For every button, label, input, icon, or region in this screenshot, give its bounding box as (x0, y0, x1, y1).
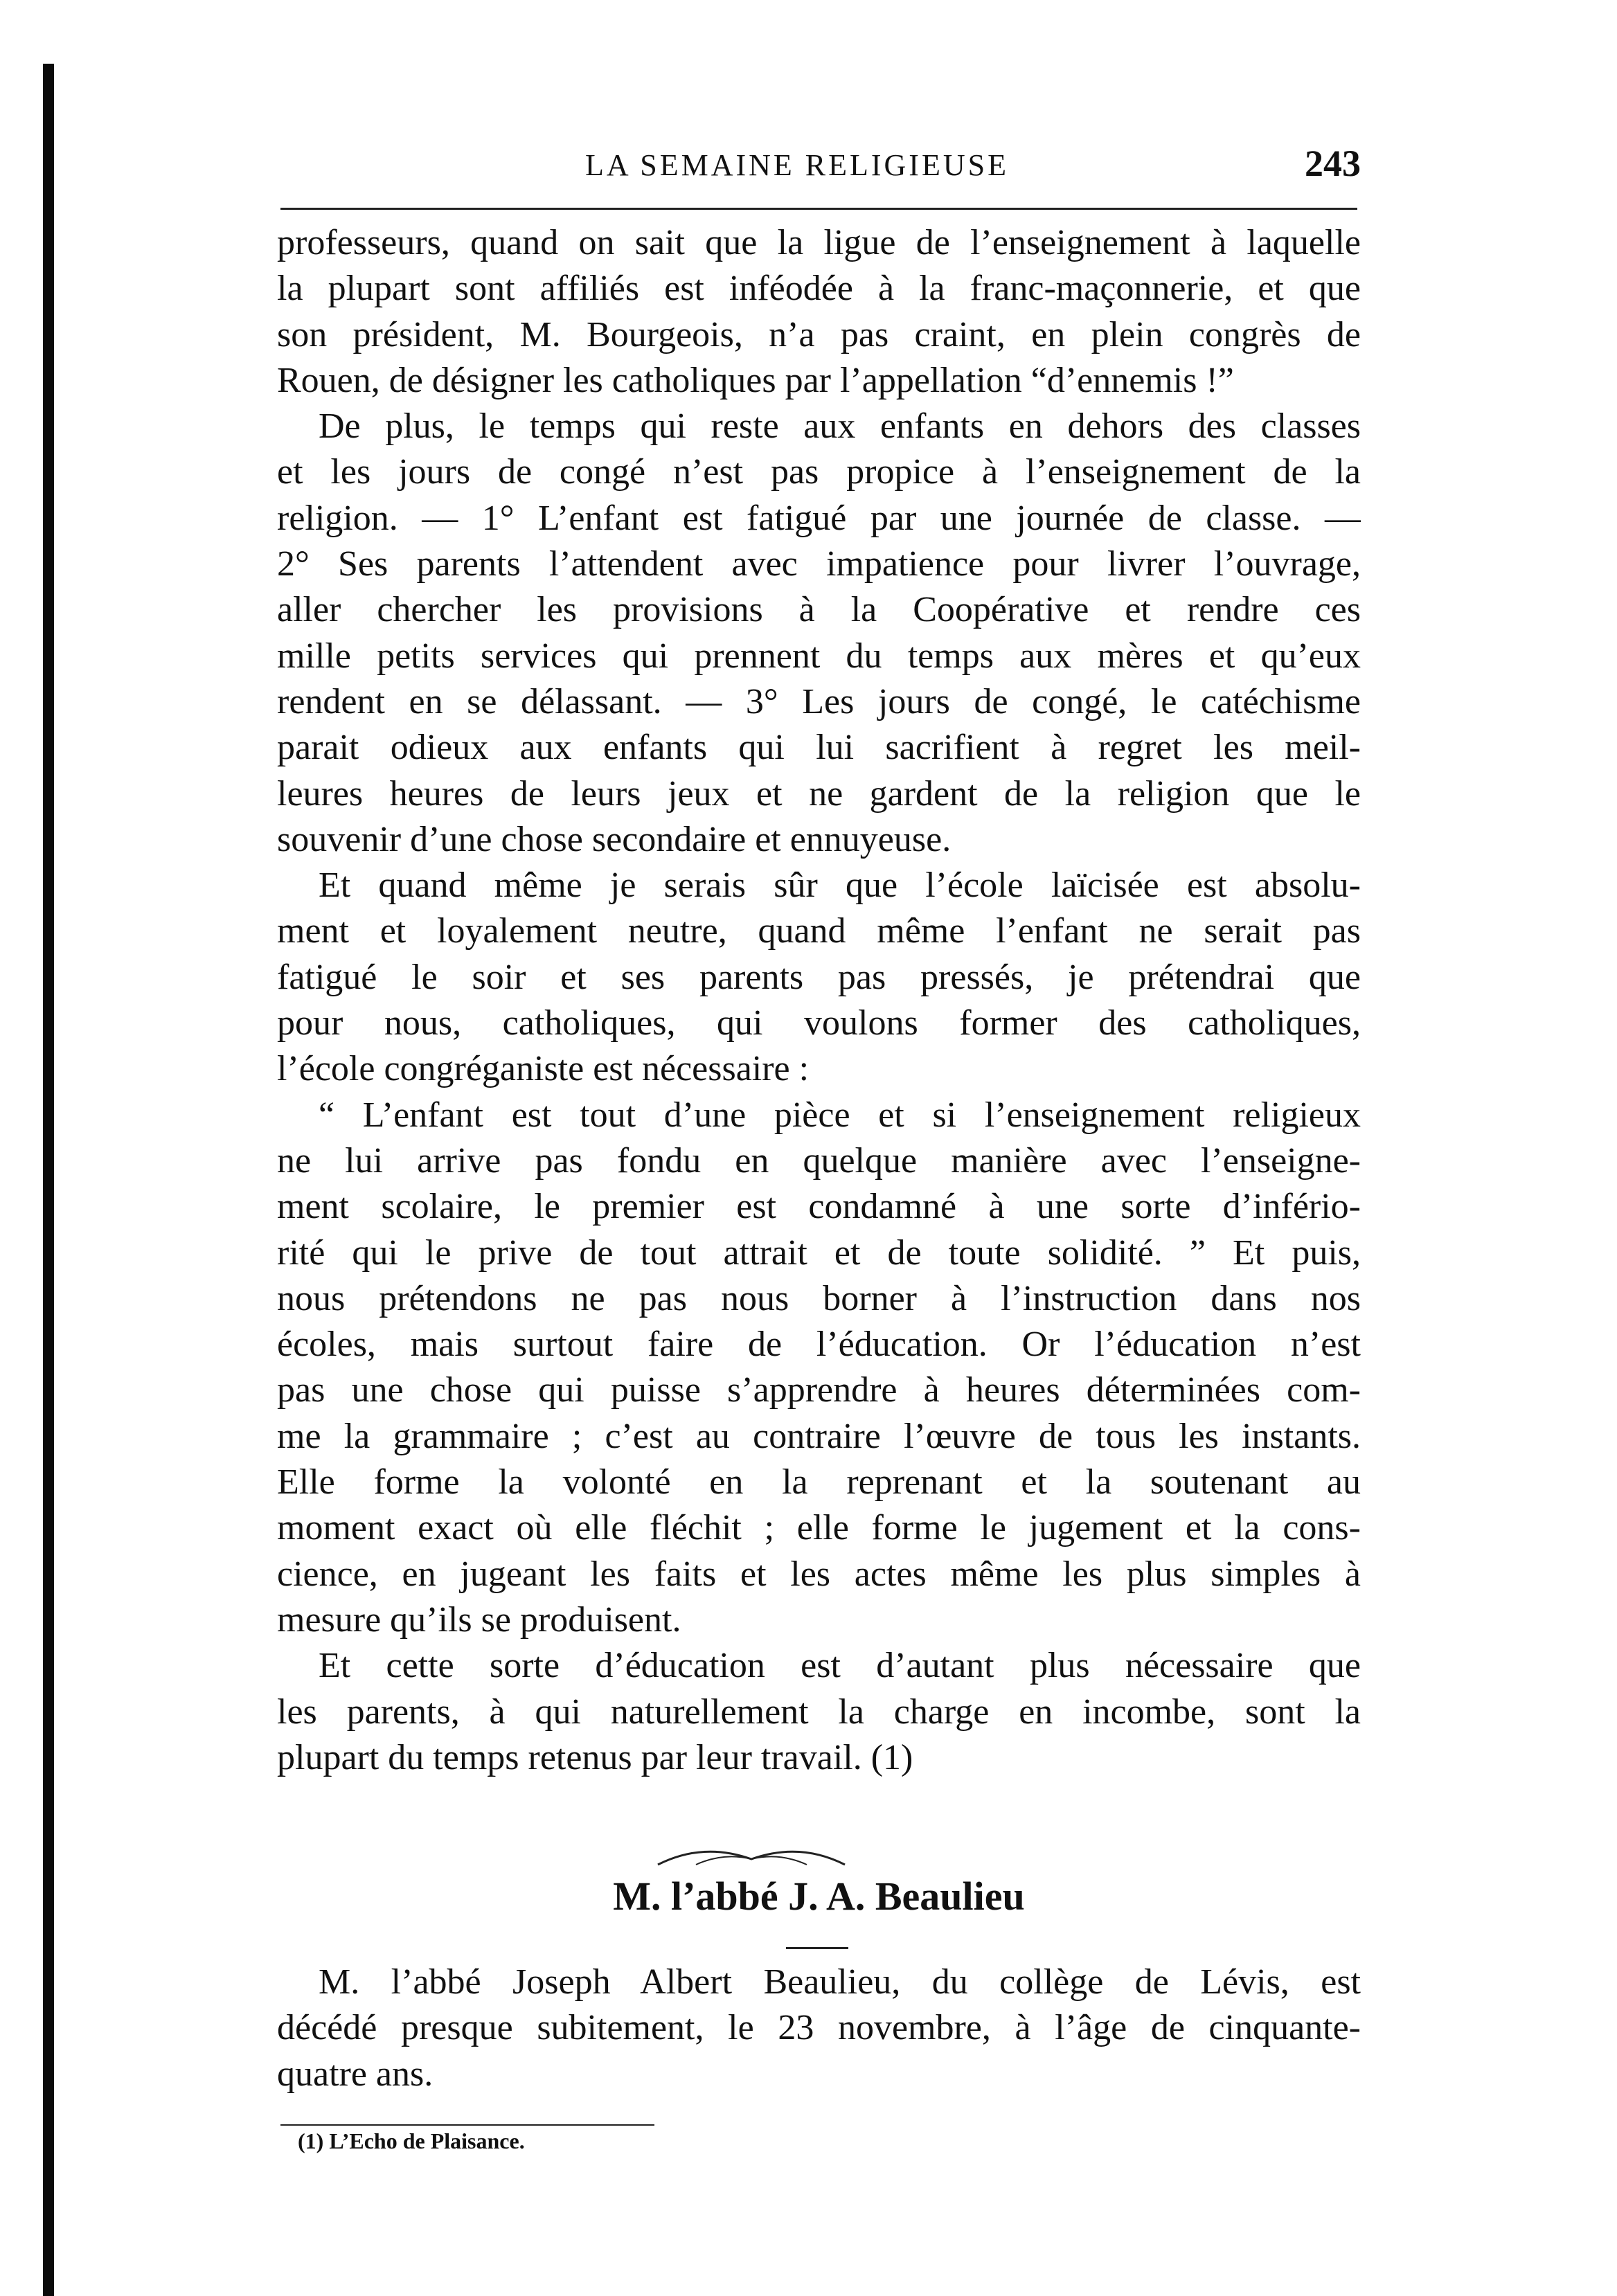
text-line: l’école congréganiste est nécessaire : (277, 1049, 810, 1089)
text-line: ment et loyalement neutre, quand même l’enfant ne serait pas (277, 911, 1361, 951)
text-line: 2° Ses parents l’attendent avec impatience pour livrer l’ouvrage, (277, 544, 1361, 584)
text-line: fatigué le soir et ses parents pas pressés, je prétendrai que (277, 957, 1361, 997)
page-header (277, 142, 1361, 190)
footnote: (1) L’Echo de Plaisance. (298, 2128, 525, 2153)
text-line: religion. — 1° L’enfant est fatigué par une journée de classe. — (277, 498, 1361, 538)
text-line: pas une chose qui puisse s’apprendre à heures déterminées com- (277, 1370, 1361, 1410)
text-line: son président, M. Bourgeois, n’a pas craint, en plein congrès de (277, 314, 1361, 355)
text-line: ment scolaire, le premier est condamné à une sorte d’infério- (277, 1187, 1361, 1227)
running-head: LA SEMAINE RELIGIEUSE (585, 148, 1009, 182)
ornament-divider (654, 1838, 848, 1869)
text-line: leures heures de leurs jeux et ne gardent de la religion que le (277, 773, 1361, 814)
title-dash (786, 1947, 848, 1949)
text-line: rité qui le prive de tout attrait et de toute solidité. ” Et puis, (277, 1232, 1361, 1273)
text-line: M. l’abbé Joseph Albert Beaulieu, du collège de Lévis, est (319, 1962, 1361, 2002)
text-line: les parents, à qui naturellement la charge en incombe, sont la (277, 1692, 1361, 1732)
text-line: Rouen, de désigner les catholiques par l’appellation “d’ennemis !” (277, 360, 1234, 400)
text-line: parait odieux aux enfants qui lui sacrifient à regret les meil- (277, 728, 1361, 768)
text-line: et les jours de congé n’est pas propice à l’enseignement de la (277, 452, 1361, 492)
text-line: aller chercher les provisions à la Coopérative et rendre ces (277, 590, 1361, 630)
text-line: professeurs, quand on sait que la ligue de l’enseignement à laquelle (277, 223, 1361, 262)
text-line: De plus, le temps qui reste aux enfants en dehors des classes (319, 406, 1361, 447)
text-line: souvenir d’une chose secondaire et ennuyeuse. (277, 819, 952, 859)
page-number: 243 (1305, 143, 1361, 184)
text-line: mesure qu’ils se produisent. (277, 1599, 681, 1640)
text-line: cience, en jugeant les faits et les actes même les plus simples à (277, 1554, 1361, 1594)
text-line: Et cette sorte d’éducation est d’autant plus nécessaire que (319, 1646, 1361, 1686)
text-line: ne lui arrive pas fondu en quelque manière avec l’enseigne- (277, 1140, 1361, 1181)
header-rule (280, 208, 1357, 210)
text-line: Et quand même je serais sûr que l’école laïcisée est absolu- (319, 866, 1361, 906)
text-line: mille petits services qui prennent du temps aux mères et qu’eux (277, 636, 1361, 676)
article-body (277, 220, 1361, 1781)
text-line: pour nous, catholiques, qui voulons former des catholiques, (277, 1003, 1361, 1043)
text-line: nous prétendons ne pas nous borner à l’instruction dans nos (277, 1278, 1361, 1318)
text-line: “ L’enfant est tout d’une pièce et si l’enseignement religieux (319, 1095, 1361, 1135)
text-line: plupart du temps retenus par leur travail. (1) (277, 1737, 913, 1777)
text-line: la plupart sont affiliés est inféodée à la franc-maçonnerie, et que (277, 269, 1361, 309)
text-line: me la grammaire ; c’est au contraire l’œuvre de tous les instants. (277, 1416, 1361, 1456)
obituary-body (277, 1959, 1361, 2097)
text-line: Elle forme la volonté en la reprenant et la soutenant au (277, 1462, 1361, 1503)
section-title: M. l’abbé J. A. Beaulieu (613, 1874, 1025, 1919)
book-spine-edge (43, 64, 54, 2296)
text-line: quatre ans. (277, 2054, 434, 2094)
text-line: écoles, mais surtout faire de l’éducation. Or l’éducation n’est (277, 1325, 1361, 1365)
footnote-rule (280, 2124, 654, 2126)
text-line: moment exact où elle fléchit ; elle forme le jugement et la cons- (277, 1508, 1361, 1548)
text-line: décédé presque subitement, le 23 novembre, à l’âge de cinquante- (277, 2008, 1361, 2048)
text-line: rendent en se délassant. — 3° Les jours de congé, le catéchisme (277, 681, 1361, 721)
